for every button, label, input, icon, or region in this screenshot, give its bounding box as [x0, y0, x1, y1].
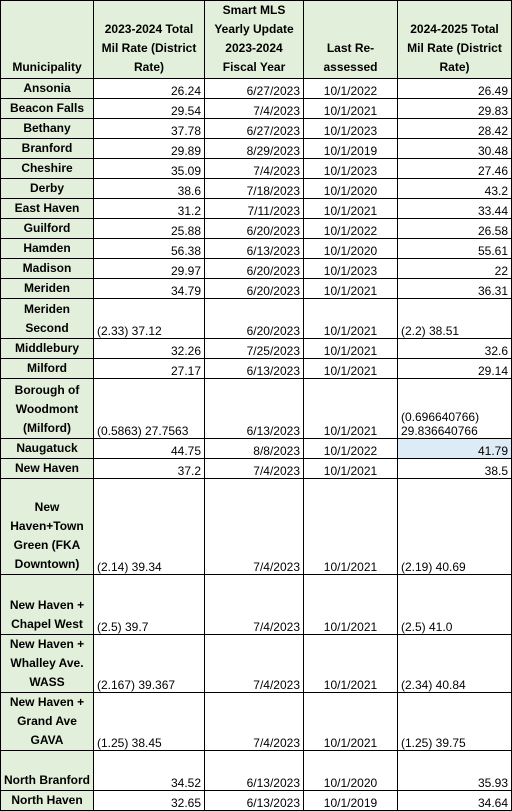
- smart-mls-update-cell: 7/4/2023: [205, 459, 304, 479]
- rate-2024-2025-cell: (2.19) 40.69: [398, 479, 512, 575]
- table-row: [1, 279, 512, 299]
- last-reassessed-cell: 10/1/2020: [304, 179, 398, 199]
- municipality-cell: Derby: [1, 179, 94, 199]
- rate-2024-2025-cell: 43.2: [398, 179, 512, 199]
- smart-mls-update-cell: 6/13/2023: [205, 239, 304, 259]
- rate-2024-2025-cell: (0.696640766) 29.836640766: [398, 379, 512, 439]
- smart-mls-update-cell: 7/18/2023: [205, 179, 304, 199]
- municipality-cell: Ansonia: [1, 79, 94, 99]
- smart-mls-update-cell: 6/13/2023: [205, 751, 304, 791]
- municipality-cell: North Haven: [1, 791, 94, 811]
- header-rate-2023-2024: 2023-2024 Total Mil Rate (District Rate): [94, 1, 205, 79]
- last-reassessed-cell: 10/1/2022: [304, 439, 398, 459]
- table-row: [1, 439, 512, 459]
- last-reassessed-cell: 10/1/2023: [304, 259, 398, 279]
- table-row: [1, 119, 512, 139]
- smart-mls-update-cell: 7/4/2023: [205, 693, 304, 751]
- municipality-cell: Guilford: [1, 219, 94, 239]
- municipality-cell: Bethany: [1, 119, 94, 139]
- rate-2023-2024-cell: (2.167) 39.367: [94, 635, 205, 693]
- last-reassessed-cell: 10/1/2021: [304, 279, 398, 299]
- table-row: [1, 379, 512, 439]
- header-municipality: Municipality: [1, 1, 94, 79]
- municipality-cell: Madison: [1, 259, 94, 279]
- rate-2023-2024-cell: 34.52: [94, 751, 205, 791]
- table-row: [1, 635, 512, 693]
- smart-mls-update-cell: 6/13/2023: [205, 379, 304, 439]
- rate-2024-2025-cell: 38.5: [398, 459, 512, 479]
- smart-mls-update-cell: 7/4/2023: [205, 479, 304, 575]
- last-reassessed-cell: 10/1/2021: [304, 339, 398, 359]
- smart-mls-update-cell: 7/25/2023: [205, 339, 304, 359]
- smart-mls-update-cell: 7/4/2023: [205, 159, 304, 179]
- rate-2023-2024-cell: (2.33) 37.12: [94, 299, 205, 339]
- rate-2023-2024-cell: 44.75: [94, 439, 205, 459]
- table-row: [1, 359, 512, 379]
- smart-mls-update-cell: 6/20/2023: [205, 259, 304, 279]
- rate-2024-2025-cell: 30.48: [398, 139, 512, 159]
- header-last-reassessed: Last Re-assessed: [304, 1, 398, 79]
- smart-mls-update-cell: 8/29/2023: [205, 139, 304, 159]
- rate-2024-2025-cell: 28.42: [398, 119, 512, 139]
- municipality-cell: Hamden: [1, 239, 94, 259]
- rate-2023-2024-cell: (2.5) 39.7: [94, 575, 205, 635]
- last-reassessed-cell: 10/1/2022: [304, 219, 398, 239]
- table-row: [1, 179, 512, 199]
- table-row: [1, 99, 512, 119]
- rate-2023-2024-cell: 32.65: [94, 791, 205, 811]
- last-reassessed-cell: 10/1/2021: [304, 479, 398, 575]
- smart-mls-update-cell: 6/27/2023: [205, 79, 304, 99]
- table-row: [1, 139, 512, 159]
- last-reassessed-cell: 10/1/2021: [304, 635, 398, 693]
- municipality-cell: Borough of Woodmont (Milford): [1, 379, 94, 439]
- rate-2024-2025-cell: 32.6: [398, 339, 512, 359]
- last-reassessed-cell: 10/1/2021: [304, 99, 398, 119]
- rate-2024-2025-cell: (2.2) 38.51: [398, 299, 512, 339]
- municipality-cell: Cheshire: [1, 159, 94, 179]
- municipality-cell: East Haven: [1, 199, 94, 219]
- table-row: [1, 339, 512, 359]
- last-reassessed-cell: 10/1/2021: [304, 359, 398, 379]
- rate-2024-2025-cell: (2.34) 40.84: [398, 635, 512, 693]
- table-row: [1, 239, 512, 259]
- municipality-cell: Beacon Falls: [1, 99, 94, 119]
- smart-mls-update-cell: 6/13/2023: [205, 791, 304, 811]
- smart-mls-update-cell: 7/4/2023: [205, 575, 304, 635]
- rate-2023-2024-cell: 29.97: [94, 259, 205, 279]
- rate-2023-2024-cell: 38.6: [94, 179, 205, 199]
- table-body: [1, 79, 512, 811]
- smart-mls-update-cell: 6/13/2023: [205, 359, 304, 379]
- rate-2023-2024-cell: 29.89: [94, 139, 205, 159]
- table-row: [1, 199, 512, 219]
- last-reassessed-cell: 10/1/2021: [304, 199, 398, 219]
- municipality-cell: New Haven + Whalley Ave. WASS: [1, 635, 94, 693]
- municipality-cell: New Haven + Grand Ave GAVA: [1, 693, 94, 751]
- smart-mls-update-cell: 6/20/2023: [205, 279, 304, 299]
- last-reassessed-cell: 10/1/2021: [304, 459, 398, 479]
- smart-mls-update-cell: 8/8/2023: [205, 439, 304, 459]
- rate-2023-2024-cell: (1.25) 38.45: [94, 693, 205, 751]
- smart-mls-update-cell: 7/4/2023: [205, 635, 304, 693]
- rate-2023-2024-cell: (2.14) 39.34: [94, 479, 205, 575]
- last-reassessed-cell: 10/1/2023: [304, 119, 398, 139]
- municipality-cell: North Branford: [1, 751, 94, 791]
- rate-2024-2025-cell: 36.31: [398, 279, 512, 299]
- smart-mls-update-cell: 7/4/2023: [205, 99, 304, 119]
- smart-mls-update-cell: 6/27/2023: [205, 119, 304, 139]
- rate-2023-2024-cell: 35.09: [94, 159, 205, 179]
- header-smart-mls-update: Smart MLS Yearly Update 2023-2024 Fiscal Year: [205, 1, 304, 79]
- header-row: [1, 1, 512, 79]
- table-row: [1, 575, 512, 635]
- table-row: [1, 751, 512, 791]
- municipality-cell: Middlebury: [1, 339, 94, 359]
- smart-mls-update-cell: 7/11/2023: [205, 199, 304, 219]
- last-reassessed-cell: 10/1/2022: [304, 79, 398, 99]
- rate-2023-2024-cell: 56.38: [94, 239, 205, 259]
- municipality-cell: Meriden: [1, 279, 94, 299]
- rate-2024-2025-cell: 33.44: [398, 199, 512, 219]
- last-reassessed-cell: 10/1/2021: [304, 693, 398, 751]
- municipality-cell: Naugatuck: [1, 439, 94, 459]
- last-reassessed-cell: 10/1/2021: [304, 575, 398, 635]
- rate-2024-2025-cell: (1.25) 39.75: [398, 693, 512, 751]
- rate-2023-2024-cell: 34.79: [94, 279, 205, 299]
- smart-mls-update-cell: 6/20/2023: [205, 299, 304, 339]
- table-row: [1, 299, 512, 339]
- last-reassessed-cell: 10/1/2019: [304, 139, 398, 159]
- municipality-cell: New Haven + Chapel West: [1, 575, 94, 635]
- rate-2024-2025-cell: 34.64: [398, 791, 512, 811]
- last-reassessed-cell: 10/1/2020: [304, 751, 398, 791]
- rate-2023-2024-cell: 31.2: [94, 199, 205, 219]
- last-reassessed-cell: 10/1/2023: [304, 159, 398, 179]
- municipality-cell: Branford: [1, 139, 94, 159]
- municipality-cell: New Haven: [1, 459, 94, 479]
- rate-2024-2025-cell: 27.46: [398, 159, 512, 179]
- rate-2023-2024-cell: 27.17: [94, 359, 205, 379]
- table-row: [1, 459, 512, 479]
- last-reassessed-cell: 10/1/2019: [304, 791, 398, 811]
- rate-2024-2025-cell: 29.14: [398, 359, 512, 379]
- rate-2023-2024-cell: (0.5863) 27.7563: [94, 379, 205, 439]
- municipality-cell: Meriden Second: [1, 299, 94, 339]
- header-rate-2024-2025: 2024-2025 Total Mil Rate (District Rate): [398, 1, 512, 79]
- municipality-cell: Milford: [1, 359, 94, 379]
- table-row: [1, 219, 512, 239]
- smart-mls-update-cell: 6/20/2023: [205, 219, 304, 239]
- rate-2023-2024-cell: 32.26: [94, 339, 205, 359]
- rate-2023-2024-cell: 37.78: [94, 119, 205, 139]
- rate-2024-2025-cell: 35.93: [398, 751, 512, 791]
- rate-2024-2025-cell: 26.58: [398, 219, 512, 239]
- last-reassessed-cell: 10/1/2021: [304, 379, 398, 439]
- rate-2024-2025-cell: (2.5) 41.0: [398, 575, 512, 635]
- rate-2024-2025-cell: 41.79: [398, 439, 512, 459]
- rate-2023-2024-cell: 37.2: [94, 459, 205, 479]
- rate-2023-2024-cell: 26.24: [94, 79, 205, 99]
- table-row: [1, 79, 512, 99]
- rate-2023-2024-cell: 25.88: [94, 219, 205, 239]
- rate-2024-2025-cell: 26.49: [398, 79, 512, 99]
- rate-2024-2025-cell: 22: [398, 259, 512, 279]
- rate-2024-2025-cell: 55.61: [398, 239, 512, 259]
- rate-2023-2024-cell: 29.54: [94, 99, 205, 119]
- table-row: [1, 479, 512, 575]
- table-row: [1, 159, 512, 179]
- table-row: [1, 259, 512, 279]
- municipality-cell: New Haven+Town Green (FKA Downtown): [1, 479, 94, 575]
- last-reassessed-cell: 10/1/2020: [304, 239, 398, 259]
- table-row: [1, 693, 512, 751]
- rate-2024-2025-cell: 29.83: [398, 99, 512, 119]
- last-reassessed-cell: 10/1/2021: [304, 299, 398, 339]
